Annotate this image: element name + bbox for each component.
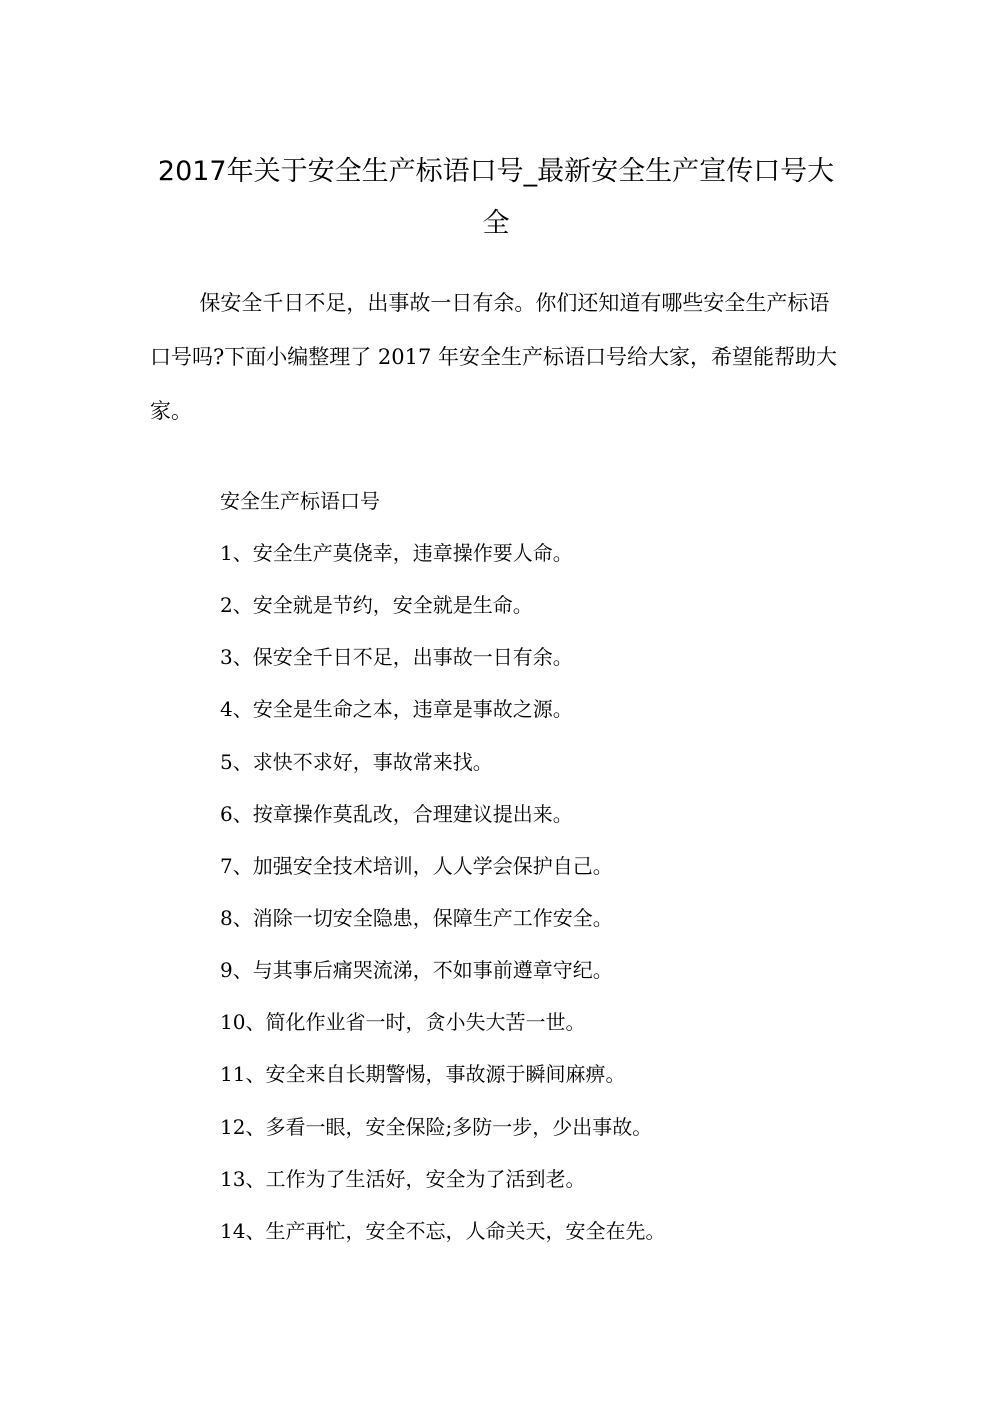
slogan-item-3	[220, 640, 860, 692]
slogan-text: 安全就是节约，安全就是生命。	[252, 593, 533, 618]
slogan-text: 简化作业省一时，贪小失大苦一世。	[265, 1010, 586, 1035]
slogan-number: 12、	[220, 1114, 266, 1139]
slogan-item-2	[220, 588, 860, 640]
slogan-number: 10、	[220, 1010, 266, 1035]
slogan-number: 14、	[220, 1218, 266, 1243]
slogan-number: 8、	[220, 905, 253, 930]
slogan-item-4	[220, 692, 860, 744]
slogan-item-11	[220, 1057, 860, 1109]
slogan-text: 消除一切安全隐患，保障生产工作安全。	[252, 905, 613, 930]
slogan-text: 求快不求好，事故常来找。	[252, 749, 493, 774]
slogan-number: 11、	[220, 1062, 266, 1087]
slogan-text: 保安全千日不足，出事故一日有余。	[252, 645, 573, 670]
slogan-text: 生产再忙，安全不忘，人命关天，安全在先。	[265, 1218, 666, 1243]
slogan-number: 6、	[220, 801, 253, 826]
slogan-item-1	[220, 536, 860, 588]
slogan-number: 4、	[220, 697, 253, 722]
slogan-number: 2、	[220, 593, 253, 618]
slogan-list	[220, 536, 860, 1266]
slogan-item-5	[220, 745, 860, 797]
slogan-item-7	[220, 849, 860, 901]
slogan-item-10	[220, 1005, 860, 1057]
intro-text: 保安全千日不足，出事故一日有余。你们还知道有哪些安全生产标语口号吗?下面小编整理了 2017 年安全生产标语口号给大家，希望能帮助大家。	[150, 291, 838, 423]
page-title: 2017年关于安全生产标语口号_最新安全生产宣传口号大全	[157, 156, 835, 239]
slogan-text: 与其事后痛哭流涕，不如事前遵章守纪。	[252, 958, 613, 983]
slogan-item-9	[220, 953, 860, 1005]
slogan-text: 工作为了生活好，安全为了活到老。	[265, 1166, 586, 1191]
slogan-number: 3、	[220, 645, 253, 670]
slogan-text: 安全来自长期警惕，事故源于瞬间麻痹。	[265, 1062, 626, 1087]
slogan-number: 7、	[220, 853, 253, 878]
slogan-text: 安全生产莫侥幸，违章操作要人命。	[252, 541, 573, 565]
intro-paragraph	[150, 276, 842, 438]
slogan-text: 加强安全技术培训，人人学会保护自己。	[252, 853, 613, 878]
slogan-item-6	[220, 797, 860, 849]
slogan-text: 按章操作莫乱改，合理建议提出来。	[252, 801, 573, 826]
slogan-text: 安全是生命之本，违章是事故之源。	[252, 697, 573, 722]
slogan-number: 13、	[220, 1166, 266, 1191]
slogan-item-12	[220, 1110, 860, 1162]
slogan-number: 1、	[220, 541, 253, 565]
slogan-item-13	[220, 1162, 860, 1214]
slogan-number: 5、	[220, 749, 253, 774]
section-heading: 安全生产标语口号	[220, 489, 380, 513]
slogan-number: 9、	[220, 958, 253, 983]
slogan-item-8	[220, 901, 860, 953]
slogan-text: 多看一眼，安全保险;多防一步，少出事故。	[265, 1114, 653, 1139]
slogan-item-14	[220, 1214, 860, 1266]
